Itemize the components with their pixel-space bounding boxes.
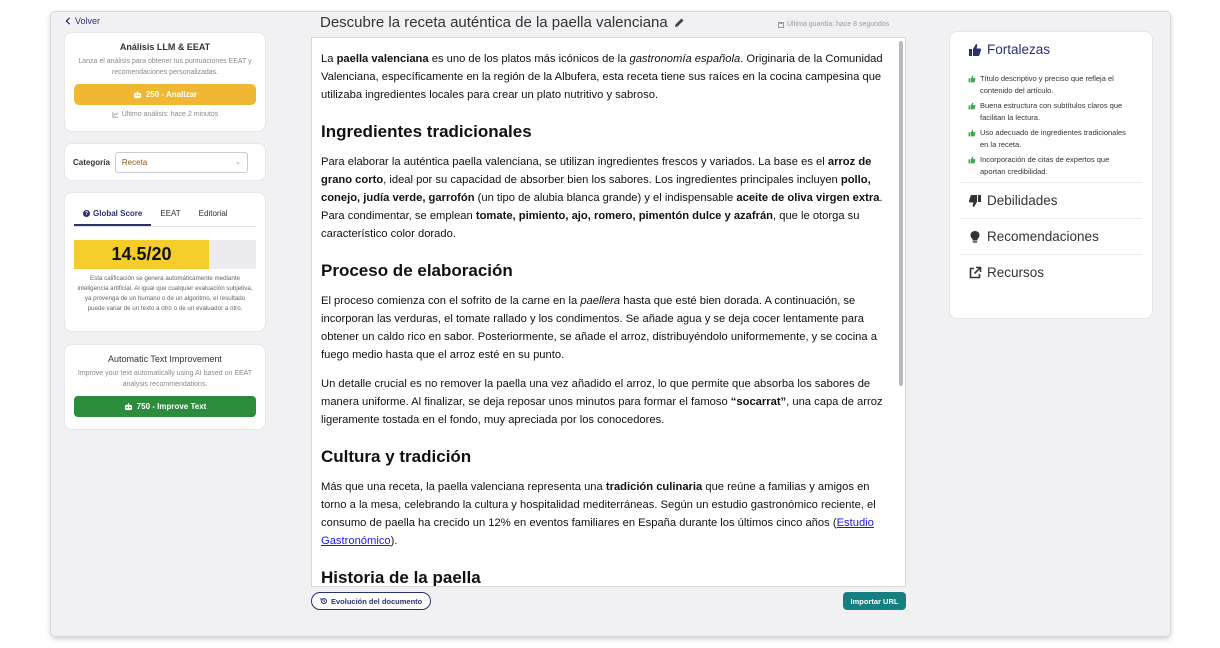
analysis-description: Lanza el análisis para obtener tus puntuaciones EEAT y recomendaciones personalizadas. [78,58,252,76]
save-icon [778,22,784,28]
analysis-card [64,32,266,132]
thumbs-up-icon [968,156,976,164]
list-item: Buena estructura con subtítulos claros que facilitan la lectura. [968,100,1134,124]
score-value: 14.5/20 [111,244,172,264]
paragraph-ingredients: Para elaborar la auténtica paella valenciana, se utilizan ingredientes frescos y variados. La base es el arroz de grano corto, ideal por su capacidad de absorber bien los sabores. Los ingredientes principales incluyen pollo, conejo, judía verde, garrofón (un tipo de alubia blanca grande) y el indispensable aceite de oliva virgen extra. Para condimentar, se emplean tomate, pimiento, ajo, romero, pimentón dulce y azafrán, que le otorga su característico color dorado. [321,156,883,240]
last-analysis-text: Último análisis: hace 2 minutos [121,111,219,118]
score-bar [74,240,256,269]
recommendations-title: Recomendaciones [987,229,1099,244]
category-value: Receta [121,157,148,167]
paragraph-culture: Más que una receta, la paella valenciana representa una tradición culinaria que reúne a familias y amigos en torno a la mesa, celebrando la cultura y hospitalidad mediterráneas. Según un estudio gastronómico reciente, el consumo de paella ha crecido un 12% en eventos familiares en España durante los últimos cinco años (Estudio Gastronómico). [321,481,876,547]
chart-icon [112,111,119,118]
text-editor[interactable] [311,37,906,587]
score-description: Esta calificación se genera automáticamente mediante inteligencia artificial. Al igual que cualquier evaluación subjetiva, ya provenga de un humano o de un algoritmo, el resultado puede variar de un texto a otro o de un evaluador a otro. [77,275,253,312]
save-status-text: Última guardia: hace 8 segundos [787,21,890,28]
list-item: Uso adecuado de ingredientes tradicionales en la receta. [968,127,1134,151]
feedback-panel [949,31,1153,319]
improve-description: Improve your text automatically using AI based on EEAT analysis recommendations. [77,370,253,388]
tab-global-score-label: Global Score [93,209,143,218]
thumbs-up-icon [968,75,976,83]
analysis-title: Análisis LLM & EEAT [119,42,211,52]
robot-icon [124,403,133,411]
robot-icon [133,91,142,99]
thumbs-up-icon [968,102,976,110]
editor-content[interactable] [321,38,883,587]
improve-button[interactable] [74,396,256,417]
strengths-header[interactable] [960,32,1142,67]
improve-title: Automatic Text Improvement [108,354,222,364]
study-link[interactable]: Estudio Gastronómico [321,517,874,547]
document-history-button[interactable] [311,592,431,610]
pencil-icon[interactable] [673,17,685,29]
paragraph-process-2: Un detalle crucial es no remover la paella una vez añadido el arroz, lo que permite que absorba los sabores de manera uniforme. Al finalizar, se deja reposar unos minutos para formar el famoso “socarrat”, una capa de arroz ligeramente tostada en el fondo, muy apreciada por los conocedores. [321,378,883,426]
resources-title: Recursos [987,265,1045,280]
list-item: Incorporación de citas de expertos que aportan credibilidad. [968,154,1134,178]
import-url-button[interactable]: Importar URL [843,592,906,610]
app-window [51,12,1170,636]
back-link[interactable] [64,16,100,26]
tab-editorial[interactable]: Editorial [198,209,228,218]
score-card [64,192,266,332]
lightbulb-icon [968,230,982,244]
category-card [64,143,266,181]
strengths-list [968,73,1134,178]
heading-culture: Cultura y tradición [321,447,472,466]
analyze-button[interactable] [74,84,256,105]
thumbs-up-icon [968,43,982,57]
chevron-left-icon [64,17,72,25]
recommendations-header[interactable] [960,218,1142,254]
save-status [778,21,889,28]
score-tabs [74,209,256,227]
improve-button-label: 750 - Improve Text [136,402,207,411]
tab-global-score[interactable] [74,209,151,226]
weaknesses-title: Debilidades [987,193,1058,208]
thumbs-up-icon [968,129,976,137]
category-label: Categoría [73,157,110,167]
heading-history: Historia de la paella [321,568,481,587]
strengths-title: Fortalezas [987,42,1051,57]
back-label: Volver [75,16,101,26]
weaknesses-header[interactable] [960,182,1142,218]
external-link-icon [968,266,982,280]
info-icon: ? [84,210,89,217]
document-title [320,14,685,31]
last-analysis [65,111,265,118]
history-icon [320,597,328,605]
editor-scrollbar[interactable] [899,41,903,386]
chevron-down-icon: ⌄ [235,159,241,166]
document-history-label: Evolución del documento [331,596,423,606]
document-title-text: Descubre la receta auténtica de la paella valenciana [320,14,668,31]
heading-process: Proceso de elaboración [321,261,513,280]
thumbs-down-icon [968,194,982,208]
tab-eeat[interactable]: EEAT [160,209,181,218]
list-item: Título descriptivo y preciso que refleja el contenido del artículo. [968,73,1134,97]
paragraph-process-1: El proceso comienza con el sofrito de la carne en la paellera hasta que esté bien dorada. A continuación, se incorporan las verduras, el tomate rallado y los condimentos. Se añade agua y se deja cocer lentamente para obtener un caldo rico en sabor. Posteriormente, se añade el arroz, distribuyéndolo uniformemente, y se cocina a fuego medio hasta que el arroz esté en su punto. [321,295,877,361]
paragraph-intro: La paella valenciana es uno de los platos más icónicos de la gastronomía española. Originaria de la Comunidad Valenciana, específicamente en la región de la Albufera, esta receta tiene sus raíces en la cocina campesina que utilizaba ingredientes locales para crear un plato nutritivo y sabroso. [321,53,883,101]
improve-card [64,344,266,430]
resources-header[interactable] [960,254,1142,290]
analyze-button-label: 250 - Analizar [145,90,198,99]
heading-ingredients: Ingredientes tradicionales [321,122,532,141]
category-select[interactable] [115,152,248,173]
